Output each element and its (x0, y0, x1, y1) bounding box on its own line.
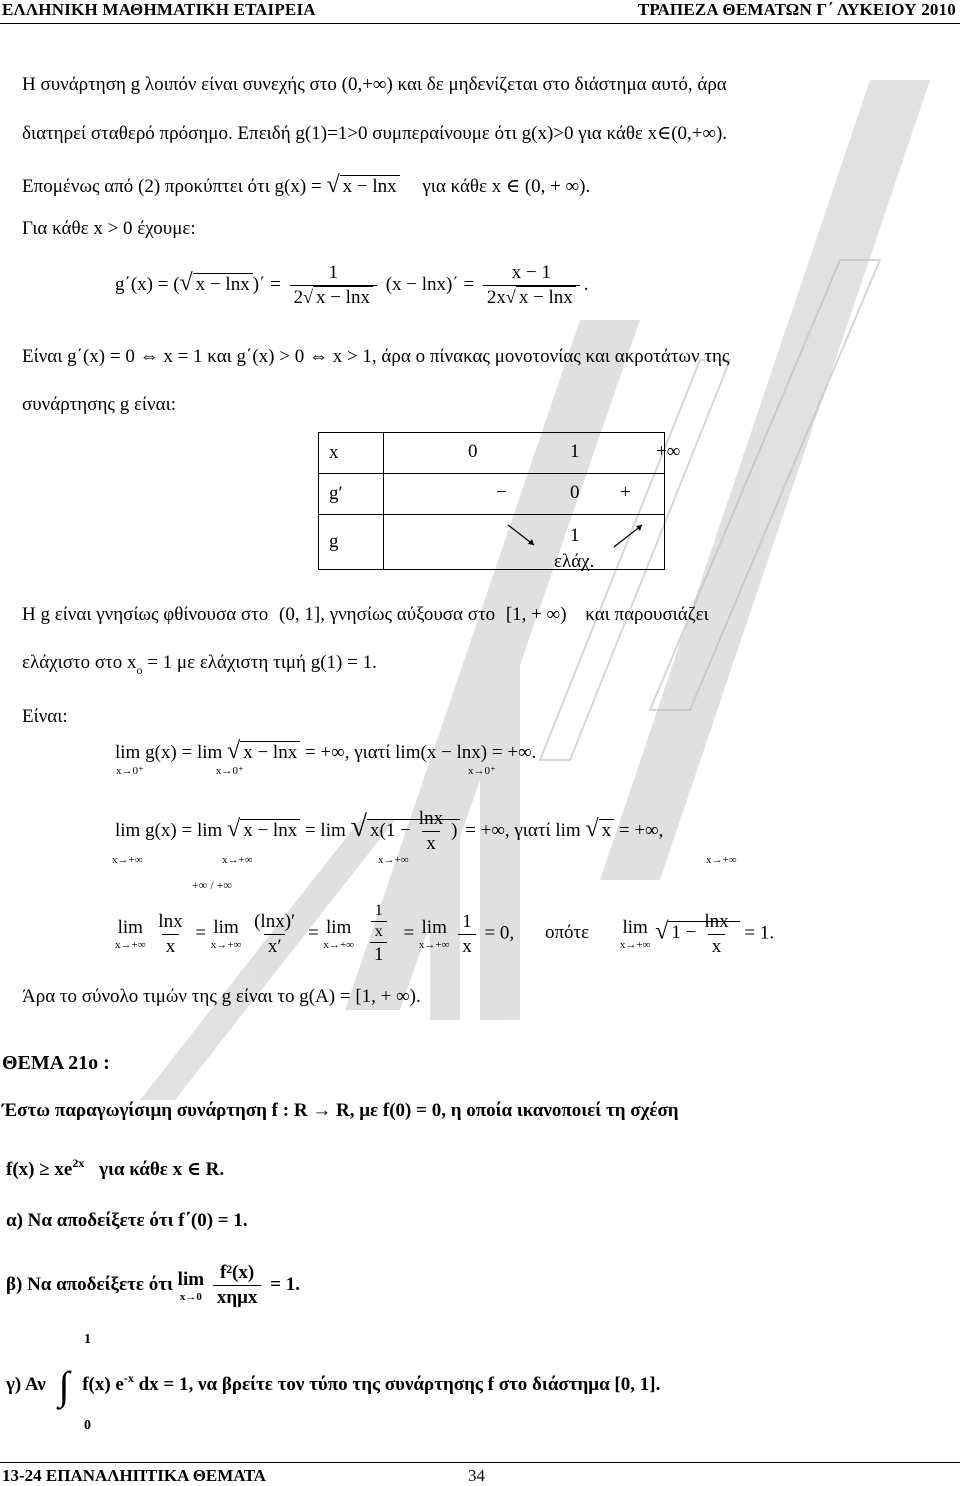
limit-subscript: x→+∞ (222, 854, 253, 866)
limit-subscript: x→0⁺ (116, 765, 144, 777)
limit-subscript: x→+∞ (378, 854, 409, 866)
table-cell: 0 1 +∞ (384, 433, 665, 474)
paragraph-8: ελάχιστο στο $x_o = 1$ με ελάχιστη τιμή g(1) = 1. (22, 652, 377, 677)
derivative-equation: g΄(x) = (√ x − lnx )΄ = $\frac{1}{2√ x - \ln x}$ (x − lnx)΄ = $\frac{x - 1}{2x√ x - \ln x}$ . (115, 262, 589, 308)
paragraph-10: Άρα το σύνολο τιμών της g είναι το g(A) = [1, + ∞). (22, 986, 421, 1007)
footer-rule (0, 1462, 960, 1463)
limit-subscript: x→+∞ (112, 854, 143, 866)
table-row (319, 474, 665, 515)
table-row (319, 433, 665, 474)
decreasing-arrow-icon (504, 521, 544, 551)
limit-equation-1: lim g(x) = lim √ x − lnx = +∞, γιατί lim(x − lnx) = +∞. (115, 738, 537, 764)
theme-statement-2: $f(x) \ge xe^{2x}$ για κάθε x ∈ R. (6, 1156, 225, 1180)
paragraph-3: Επομένως από (2) προκύπτει ότι g(x) = √ x − lnx για κάθε x ∈ (0, + ∞). (22, 172, 591, 198)
table-cell: g′ (319, 474, 384, 515)
limit-subscript: x→0⁺ (468, 765, 496, 777)
paragraph-5: Είναι g΄(x) = 0 ⇔ x = 1 και g΄(x) > 0 ⇔ x > 1, άρα ο πίνακας μονοτονίας και ακροτάτων της (22, 346, 730, 367)
paragraph-6: συνάρτησης g είναι: (22, 394, 176, 415)
limit-equation-2: lim g(x) = lim √ x − lnx = lim √ x(1 − $\frac{\ln x}{x}$ ) = +∞, γιατί lim √ x = +∞, (115, 808, 664, 854)
monotonicity-table (318, 432, 681, 572)
theme-statement-1: Έστω παραγωγίσιμη συνάρτηση f : R → R, με f(0) = 0, η οποία ικανοποιεί τη σχέση (2, 1100, 679, 1121)
integral-upper: 1 (84, 1332, 91, 1347)
limit-subscript: x→0⁺ (216, 765, 244, 777)
table-cell: g (319, 515, 384, 570)
table-cell: x (319, 433, 384, 474)
paragraph-2: διατηρεί σταθερό πρόσημο. Επειδή g(1)=1>0 συμπεραίνουμε ότι g(x)>0 για κάθε x∈(0,+∞). (22, 123, 728, 144)
paragraph-7: Η g είναι γνησίως φθίνουσα στο (0, 1], γνησίως αύξουσα στο [1, + ∞) και παρουσιάζει (22, 604, 709, 625)
increasing-arrow-icon (610, 521, 650, 551)
paragraph-4: Για κάθε x > 0 έχουμε: (22, 218, 196, 239)
table-row (319, 515, 665, 570)
page-number: 34 (468, 1466, 485, 1485)
header-right: ΤΡΑΠΕΖΑ ΘΕΜΑΤΩΝ Γ΄ ΛΥΚΕΙΟΥ 2010 (637, 0, 956, 19)
header-left: ΕΛΛΗΝΙΚΗ ΜΑΘΗΜΑΤΙΚΗ ΕΤΑΙΡΕΙΑ (2, 0, 316, 19)
header-rule (0, 23, 960, 24)
paragraph-1: Η συνάρτηση g λοιπόν είναι συνεχής στο (0,+∞) και δε μηδενίζεται στο διάστημα αυτό, άρα (22, 74, 727, 95)
question-c: γ) Αν ∫ f(x) $e^{-x}$ dx = 1, να βρείτε τον τύπο της συνάρτησης f στο διάστημα [0, 1]. (6, 1363, 661, 1408)
table-cell: − 0 + (384, 474, 665, 515)
table-cell: 1 ελάχ. (384, 515, 665, 570)
question-b: β) Να αποδείξετε ότι lim x→0 $\frac{\text{f²(x)}}{\text{xημx}}$ = 1. (6, 1262, 300, 1308)
paragraph-9: Είναι: (22, 706, 68, 727)
footer-left: 13-24 ΕΠΑΝΑΛΗΠΤΙΚΑ ΘΕΜΑΤΑ (2, 1466, 266, 1485)
limit-equation-3: lim x→+∞ $\frac{\ln x}{x}$ = lim x→+∞ $\frac{(\ln x)'}{x'}$ = lim x→+∞ $\frac{\frac{1}{x}}{1}$ = lim x→+∞ $\frac{1}{x}$ = 0, οπότε lim x→+∞ √ 1 − $\frac{\ln x}{x}$ = 1. (115, 902, 775, 965)
question-a: α) Να αποδείξετε ότι f΄(0) = 1. (6, 1210, 248, 1231)
indeterminate-form: +∞ / +∞ (192, 878, 232, 892)
integral-lower: 0 (84, 1418, 91, 1433)
theme-title: ΘΕΜΑ 21ο : (2, 1052, 110, 1074)
limit-subscript: x→+∞ (706, 854, 737, 866)
